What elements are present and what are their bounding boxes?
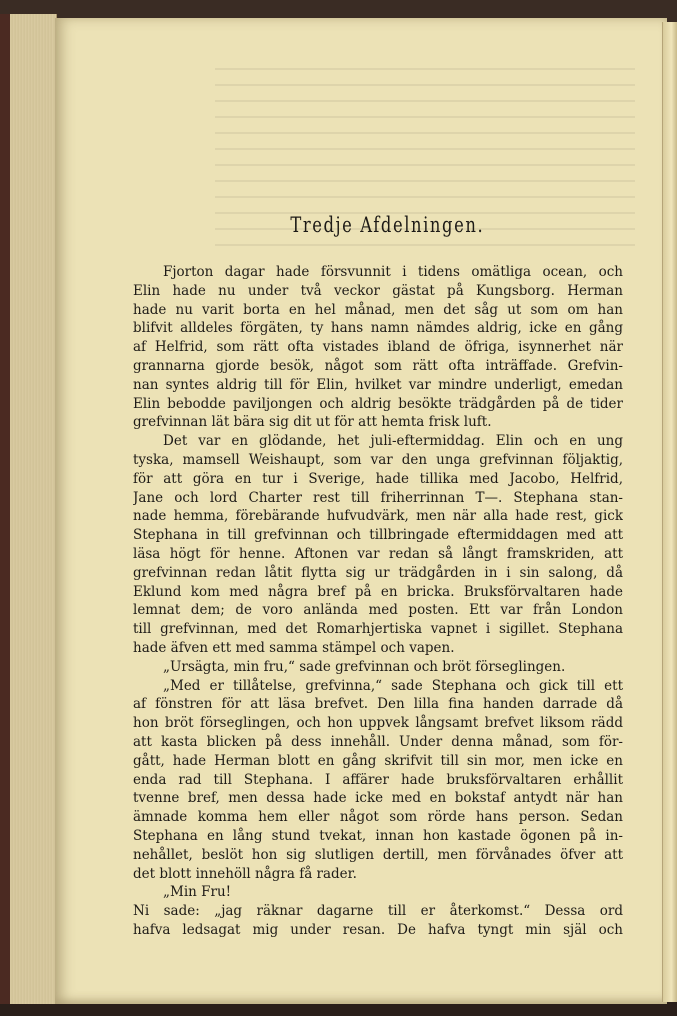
text-line: det blott innehöll några få rader.	[133, 865, 357, 882]
text-line: af Helfrid, som rätt ofta vistades ibland de öfriga, isynnerhet när	[133, 339, 623, 356]
chapter-heading: Tredje Afdelningen.	[290, 213, 485, 237]
text-line: hafva ledsagat mig under resan. De hafva tyngt min själ och	[133, 921, 623, 938]
text-line: „Min Fru!	[163, 884, 232, 901]
text-line: Stephana en lång stund tvekat, innan hon kastade ögonen på in-	[133, 827, 623, 844]
text-line: Stephana in till grefvinnan och tillbringade eftermiddagen med att	[133, 527, 623, 544]
text-line: Ni sade: „jag räknar dagarne till er återkomst.“ Dessa ord	[133, 903, 623, 920]
text-line: hade äfven ett med samma stämpel och vapen.	[133, 639, 455, 656]
text-line: grefvinnan redan låtit flytta sig ur trädgården in i sin salong, då	[133, 564, 623, 581]
text-line: Eklund kom med några bref på en bricka. Bruksförvaltaren hade	[133, 583, 623, 600]
binding-edge	[0, 14, 10, 1004]
text-line: grefvinnan lät bära sig dit ut för att hemta frisk luft.	[133, 414, 492, 431]
text-line: tyska, mamsell Weishaupt, som var den unga grefvinnan följaktig,	[133, 451, 623, 468]
text-line: för att göra en tur i Sverige, hade tillika med Jacobo, Helfrid,	[133, 470, 623, 487]
text-line: Elin bebodde paviljongen och aldrig besökte trädgården på de tider	[133, 395, 623, 412]
text-line: till grefvinnan, med det Romarhjertiska vapnet i sigillet. Stephana	[133, 621, 623, 638]
text-line: nade hemma, förebärande hufvudvärk, men när alla hade rest, gick	[133, 508, 623, 525]
body-text	[133, 263, 623, 940]
text-line: läsa högt för henne. Aftonen var redan så långt framskriden, att	[133, 545, 623, 562]
text-line: „Med er tillåtelse, grefvinna,“ sade Stephana och gick till ett	[163, 677, 623, 694]
text-line: gått, hade Herman blott en gång skrifvit till sin mor, men icke en	[133, 752, 623, 769]
text-line: Elin hade nu under två veckor gästat på Kungsborg. Herman	[133, 282, 623, 299]
text-line: af fönstren för att läsa brefvet. Den lilla fina handen darrade då	[133, 696, 623, 713]
text-line: att kasta blicken på dess innehåll. Under denna månad, som för-	[133, 733, 623, 750]
text-line: blifvit alldeles förgäten, ty hans namn nämdes aldrig, icke en gång	[133, 320, 623, 337]
text-line: Fjorton dagar hade försvunnit i tidens omätliga ocean, och	[163, 264, 623, 280]
text-line: nehållet, beslöt hon sig slutligen dertill, men förvånades öfver att	[133, 846, 623, 863]
text-line: nan syntes aldrig till för Elin, hvilket var mindre underligt, emedan	[133, 376, 623, 393]
text-line: enda rad till Stephana. I affärer hade bruksförvaltaren erhållit	[133, 771, 623, 788]
text-line: grannarna gjorde besök, något som rätt ofta inträffade. Grefvin-	[133, 357, 623, 374]
text-line: hade nu varit borta en hel månad, men det såg ut som om han	[133, 301, 623, 318]
text-line: „Ursägta, min fru,“ sade grefvinnan och bröt förseglingen.	[163, 658, 566, 675]
text-line: hon bröt förseglingen, och hon uppvek långsamt brefvet liksom rädd	[133, 715, 623, 732]
text-line: lemnat dem; de voro anlända med posten. Ett var från London	[133, 602, 623, 619]
facing-page-edge	[662, 22, 677, 1002]
text-line: Jane och lord Charter rest till friherrinnan T—. Stephana stan-	[133, 489, 623, 506]
text-line: tvenne bref, men dessa hade icke med en bokstaf antydt när han	[133, 790, 623, 807]
text-line: ämnade komma hem eller något som rörde hans person. Sedan	[133, 809, 623, 826]
text-line: Det var en glödande, het juli-eftermiddag. Elin och en ung	[163, 433, 623, 450]
